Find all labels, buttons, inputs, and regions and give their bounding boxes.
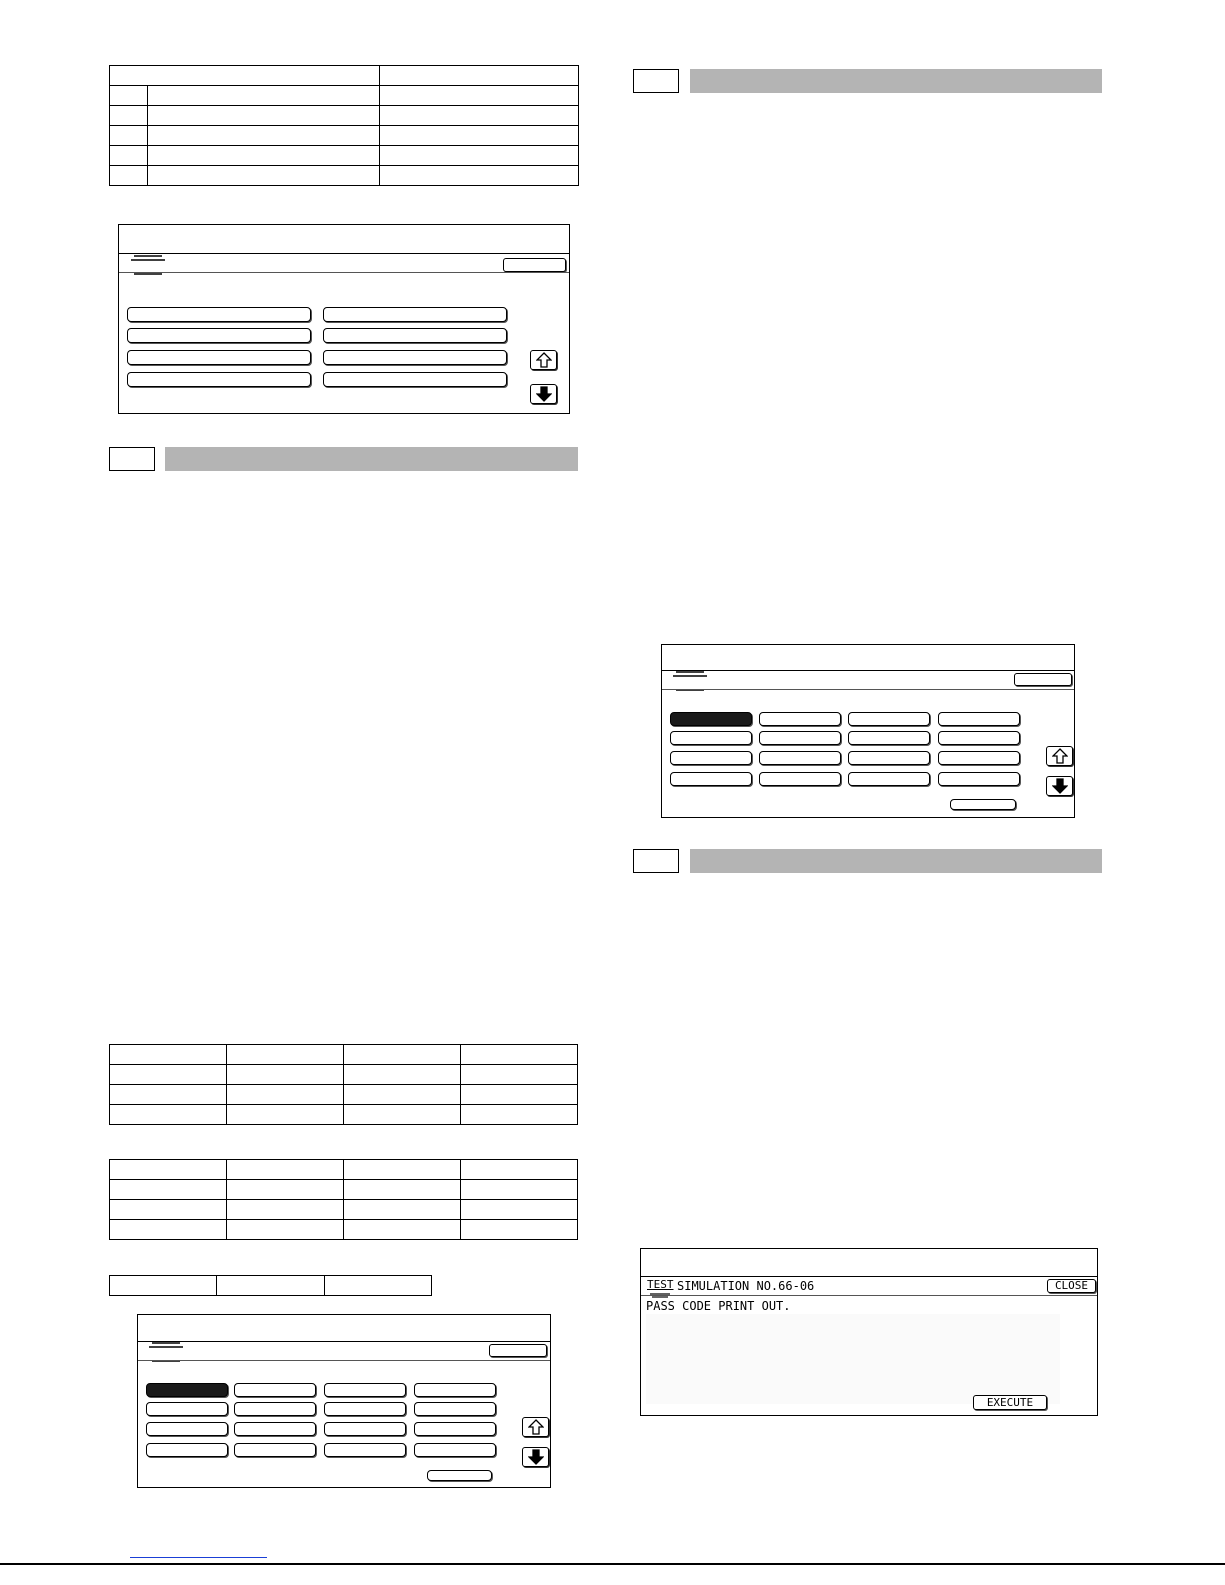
item-button[interactable] (127, 307, 311, 322)
arrow-down-icon[interactable] (522, 1447, 549, 1467)
item-button[interactable] (759, 731, 841, 745)
arrow-up-icon[interactable] (530, 350, 557, 370)
item-button[interactable] (127, 350, 311, 365)
item-button[interactable] (324, 1443, 406, 1457)
item-button[interactable] (848, 772, 930, 786)
message-text: PASS CODE PRINT OUT. (646, 1299, 791, 1313)
table-row (110, 126, 579, 146)
execute-button[interactable] (950, 799, 1016, 810)
item-button[interactable] (670, 772, 752, 786)
item-button[interactable] (938, 731, 1020, 745)
section-title-bar (165, 447, 578, 471)
arrow-up-icon[interactable] (1046, 746, 1073, 766)
item-button[interactable] (414, 1443, 496, 1457)
title-divider (641, 1276, 1097, 1277)
sim-screen-66-06 (640, 1248, 1098, 1416)
data-table-2 (109, 1159, 578, 1240)
subtitle-divider (641, 1295, 1097, 1296)
item-button[interactable] (759, 712, 841, 726)
subtitle-divider (119, 272, 569, 273)
table-row (110, 1200, 578, 1220)
title-divider (119, 253, 569, 254)
item-button[interactable] (323, 328, 507, 343)
execute-button[interactable] (427, 1470, 492, 1481)
item-button[interactable] (938, 772, 1020, 786)
sim-screen-b (137, 1314, 551, 1488)
close-button[interactable] (503, 258, 566, 272)
item-button[interactable] (324, 1383, 406, 1397)
item-button[interactable] (146, 1422, 228, 1436)
item-button[interactable] (848, 712, 930, 726)
close-button[interactable] (1014, 673, 1072, 686)
item-button[interactable] (848, 751, 930, 765)
item-button[interactable] (938, 751, 1020, 765)
item-button-selected[interactable] (146, 1383, 228, 1397)
item-button[interactable] (127, 372, 311, 387)
item-button-selected[interactable] (670, 712, 752, 726)
item-button[interactable] (759, 751, 841, 765)
item-button[interactable] (323, 372, 507, 387)
subtitle-divider (138, 1360, 550, 1361)
item-button[interactable] (234, 1422, 316, 1436)
item-button[interactable] (670, 751, 752, 765)
item-button[interactable] (414, 1402, 496, 1416)
data-table-3 (109, 1275, 432, 1296)
item-button[interactable] (848, 731, 930, 745)
close-button[interactable]: CLOSE (1047, 1279, 1096, 1293)
arrow-down-icon[interactable] (530, 384, 557, 404)
item-button[interactable] (234, 1402, 316, 1416)
table-row (110, 66, 579, 86)
item-button[interactable] (414, 1383, 496, 1397)
item-button[interactable] (414, 1422, 496, 1436)
table-row (110, 106, 579, 126)
table-row (110, 1045, 578, 1065)
table-row (110, 1160, 578, 1180)
table-row (110, 1085, 578, 1105)
table-row (110, 166, 579, 186)
item-button[interactable] (127, 328, 311, 343)
message-panel (646, 1314, 1060, 1404)
item-button[interactable] (146, 1443, 228, 1457)
table-row (110, 1105, 578, 1125)
table-row (110, 1276, 432, 1296)
sim-screen-a (118, 224, 570, 414)
item-button[interactable] (234, 1443, 316, 1457)
table-row (110, 146, 579, 166)
table-row (110, 1180, 578, 1200)
item-button[interactable] (759, 772, 841, 786)
footer-rule (0, 1563, 1225, 1565)
table-row (110, 1065, 578, 1085)
item-button[interactable] (146, 1402, 228, 1416)
item-button[interactable] (323, 350, 507, 365)
section-number-box (633, 849, 679, 873)
data-table-1 (109, 1044, 578, 1125)
item-button[interactable] (670, 731, 752, 745)
item-button[interactable] (234, 1383, 316, 1397)
close-button[interactable] (489, 1344, 547, 1357)
item-button[interactable] (323, 307, 507, 322)
item-table-top (109, 65, 579, 186)
test-mode-icon: TEST (647, 1278, 674, 1291)
footer-link-underline[interactable] (130, 1557, 267, 1558)
title-divider (138, 1341, 550, 1342)
section-number-box (633, 69, 679, 93)
sim-screen-c (661, 644, 1075, 818)
execute-button[interactable]: EXECUTE (973, 1395, 1047, 1410)
title-divider (662, 670, 1074, 671)
item-button[interactable] (938, 712, 1020, 726)
table-row (110, 1220, 578, 1240)
item-button[interactable] (324, 1402, 406, 1416)
section-title-bar (690, 849, 1102, 873)
section-title-bar (690, 69, 1102, 93)
arrow-up-icon[interactable] (522, 1417, 549, 1437)
section-number-box (109, 447, 155, 471)
item-button[interactable] (324, 1422, 406, 1436)
subtitle-divider (662, 689, 1074, 690)
screen-title: SIMULATION NO.66-06 (677, 1279, 815, 1293)
arrow-down-icon[interactable] (1046, 776, 1073, 796)
table-row (110, 86, 579, 106)
